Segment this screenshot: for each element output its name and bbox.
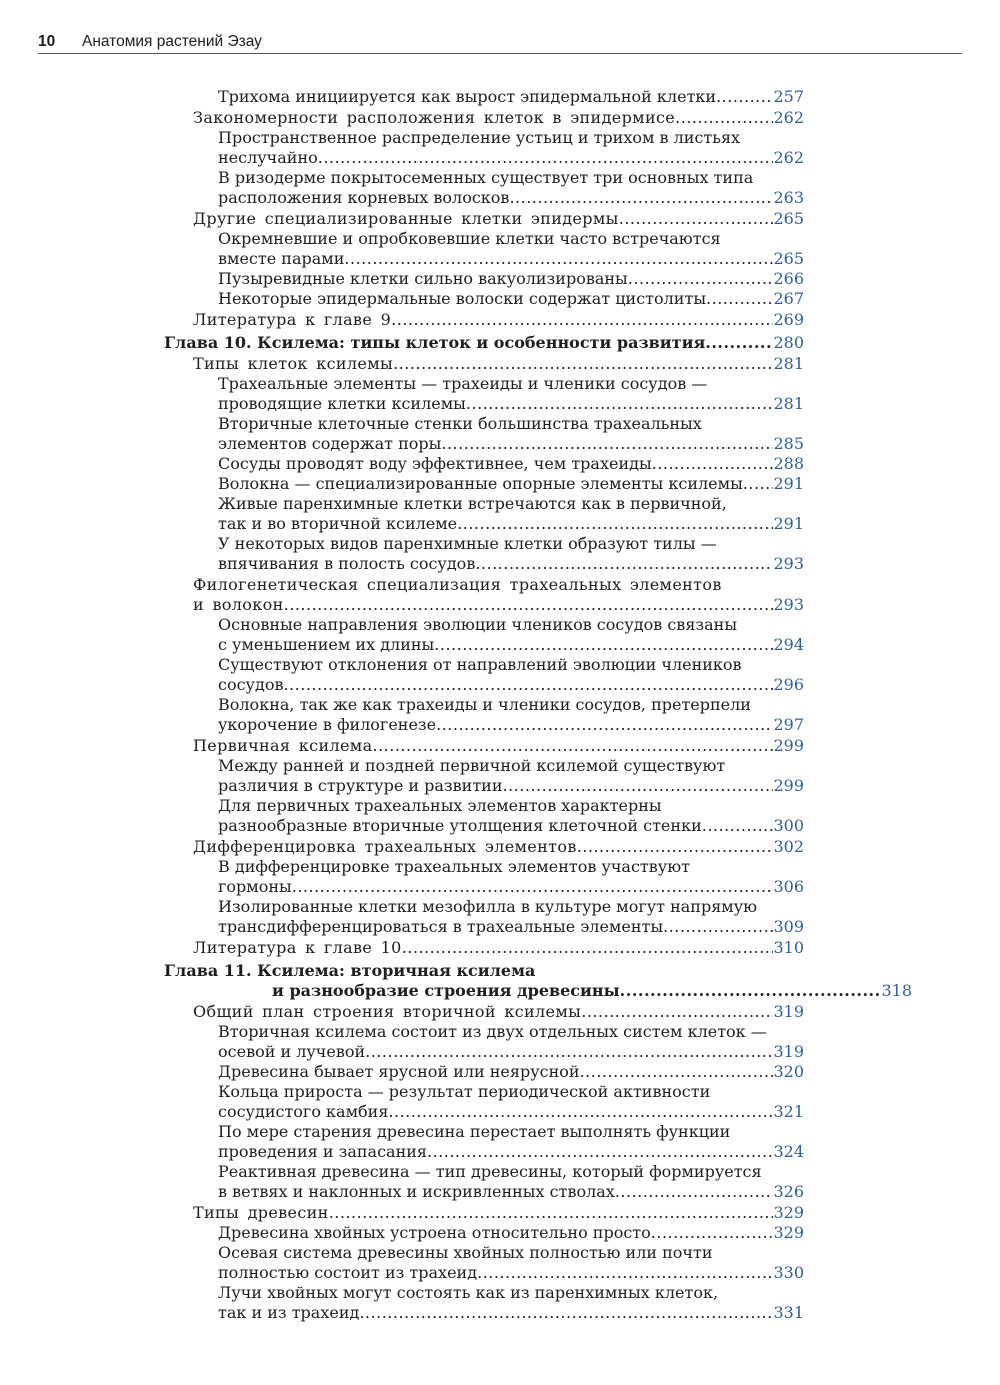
toc-page-link[interactable]: 262 bbox=[773, 108, 804, 127]
toc-entry-text: впячивания в полость сосудов bbox=[218, 554, 476, 573]
toc-entry-text: расположения корневых волосков bbox=[218, 188, 510, 207]
toc-subsection[interactable] bbox=[0, 1223, 1000, 1243]
toc-entry-text: Типы клеток ксилемы bbox=[193, 354, 394, 373]
dot-leader bbox=[365, 1042, 773, 1062]
toc-page-link[interactable]: 291 bbox=[773, 474, 804, 493]
dot-leader bbox=[628, 269, 774, 289]
toc-entry-text: Закономерности расположения клеток в эпидермисе bbox=[193, 108, 676, 127]
table-of-contents bbox=[0, 87, 1000, 1323]
toc-page-link[interactable]: 324 bbox=[773, 1142, 804, 1161]
toc-entry-text: По мере старения древесина перестает выполнять функции bbox=[218, 1122, 731, 1141]
toc-section[interactable] bbox=[0, 938, 1000, 958]
dot-leader bbox=[743, 474, 774, 494]
toc-entry-text: Вторичные клеточные стенки большинства трахеальных bbox=[218, 414, 702, 433]
toc-entry-text: неслучайно bbox=[218, 148, 318, 167]
toc-page-link[interactable]: 294 bbox=[773, 635, 804, 654]
toc-entry-text: В дифференцировке трахеальных элементов участвуют bbox=[218, 857, 690, 876]
toc-subsection[interactable] bbox=[0, 87, 1000, 107]
toc-entry-text: Осевая система древесины хвойных полностью или почти bbox=[218, 1243, 713, 1262]
toc-subsection[interactable] bbox=[0, 1122, 1000, 1162]
dot-leader bbox=[580, 1062, 774, 1082]
toc-page-link[interactable]: 267 bbox=[773, 289, 804, 308]
dot-leader bbox=[373, 736, 774, 756]
dot-leader bbox=[652, 454, 774, 474]
toc-entry-text: Литература к главе 10 bbox=[193, 938, 402, 957]
dot-leader bbox=[402, 938, 774, 958]
dot-leader bbox=[620, 981, 882, 1001]
toc-entry-text: с уменьшением их длины bbox=[218, 635, 435, 654]
toc-page-link[interactable]: 285 bbox=[773, 434, 804, 453]
dot-leader bbox=[434, 635, 773, 655]
toc-entry-text: Пространственное распределение устьиц и трихом в листьях bbox=[218, 128, 741, 147]
toc-entry-text: Трихома инициируется как вырост эпидермальной клетки bbox=[218, 87, 717, 106]
toc-page-link[interactable]: 280 bbox=[773, 333, 804, 352]
dot-leader bbox=[318, 148, 774, 168]
dot-leader bbox=[702, 816, 774, 836]
toc-page-link[interactable]: 302 bbox=[773, 837, 804, 856]
toc-subsection[interactable] bbox=[0, 695, 1000, 735]
dot-leader bbox=[344, 249, 773, 269]
toc-page-link[interactable]: 296 bbox=[773, 675, 804, 694]
toc-subsection[interactable] bbox=[0, 1162, 1000, 1202]
dot-leader bbox=[503, 776, 774, 796]
toc-entry-text: так и из трахеид bbox=[218, 1303, 360, 1322]
dot-leader bbox=[441, 434, 773, 454]
toc-page-link[interactable]: 318 bbox=[881, 981, 912, 1000]
toc-subsection[interactable] bbox=[0, 615, 1000, 655]
toc-section[interactable] bbox=[0, 1002, 1000, 1022]
toc-entry-text: Глава 10. Ксилема: типы клеток и особенности развития bbox=[164, 333, 706, 352]
toc-entry-text: Общий план строения вторичной ксилемы bbox=[193, 1002, 582, 1021]
dot-leader bbox=[663, 917, 773, 937]
toc-entry-text: Изолированные клетки мезофилла в культуре могут напрямую bbox=[218, 897, 758, 916]
toc-page-link[interactable]: 321 bbox=[773, 1102, 804, 1121]
toc-page-link[interactable]: 281 bbox=[773, 394, 804, 413]
toc-page-link[interactable]: 330 bbox=[773, 1263, 804, 1282]
dot-leader bbox=[475, 554, 773, 574]
toc-page-link[interactable]: 266 bbox=[773, 269, 804, 288]
toc-page-link[interactable]: 263 bbox=[773, 188, 804, 207]
toc-section[interactable] bbox=[0, 575, 1000, 615]
toc-entry-text: полностью состоит из трахеид bbox=[218, 1263, 478, 1282]
toc-entry-text: и волокон bbox=[193, 595, 284, 614]
dot-leader bbox=[284, 595, 774, 615]
toc-page-link[interactable]: 257 bbox=[773, 87, 804, 106]
toc-page-link[interactable]: 265 bbox=[773, 209, 804, 228]
toc-entry-text: различия в структуре и развитии bbox=[218, 776, 503, 795]
dot-leader bbox=[615, 1182, 774, 1202]
toc-subsection[interactable] bbox=[0, 655, 1000, 695]
toc-subsection[interactable] bbox=[0, 374, 1000, 414]
toc-section[interactable] bbox=[0, 736, 1000, 756]
toc-entry-text: Для первичных трахеальных элементов характерны bbox=[218, 796, 662, 815]
toc-subsection[interactable] bbox=[0, 1243, 1000, 1283]
page-number: 10 bbox=[38, 33, 56, 50]
toc-entry-text: Между ранней и поздней первичной ксилемой существуют bbox=[218, 756, 726, 775]
toc-entry-text: сосудистого камбия bbox=[218, 1102, 389, 1121]
toc-entry-text: Сосуды проводят воду эффективнее, чем трахеиды bbox=[218, 454, 652, 473]
toc-entry-text: Живые паренхимные клетки встречаются как в первичной, bbox=[218, 494, 727, 513]
toc-entry-text: У некоторых видов паренхимные клетки образуют тилы — bbox=[218, 534, 717, 553]
dot-leader bbox=[581, 1002, 773, 1022]
toc-entry-text: Основные направления эволюции члеников сосудов связаны bbox=[218, 615, 738, 634]
toc-entry-text: Пузыревидные клетки сильно вакуолизированы bbox=[218, 269, 628, 288]
toc-entry-text: вместе парами bbox=[218, 249, 345, 268]
toc-subsection[interactable] bbox=[0, 494, 1000, 534]
toc-page-link[interactable]: 309 bbox=[773, 917, 804, 936]
dot-leader bbox=[391, 310, 773, 330]
toc-subsection[interactable] bbox=[0, 897, 1000, 937]
toc-entry-text: сосудов bbox=[218, 675, 284, 694]
dot-leader bbox=[292, 877, 774, 897]
dot-leader bbox=[283, 675, 773, 695]
toc-entry-text: Реактивная древесина — тип древесины, который формируется bbox=[218, 1162, 762, 1181]
toc-entry-text: проведения и запасания bbox=[218, 1142, 427, 1161]
toc-section[interactable] bbox=[0, 108, 1000, 128]
dot-leader bbox=[705, 333, 773, 353]
toc-subsection[interactable] bbox=[0, 857, 1000, 897]
toc-entry-text: Древесина хвойных устроена относительно просто bbox=[218, 1223, 651, 1242]
toc-subsection[interactable] bbox=[0, 1062, 1000, 1082]
toc-entry-text: укорочение в филогенезе bbox=[218, 715, 437, 734]
toc-chapter[interactable] bbox=[0, 961, 1000, 1001]
toc-section[interactable] bbox=[0, 354, 1000, 374]
toc-entry-text: и разнообразие строения древесины bbox=[272, 981, 620, 1000]
toc-section[interactable] bbox=[0, 310, 1000, 330]
toc-page-link[interactable]: 331 bbox=[773, 1303, 804, 1322]
toc-entry-text: Глава 11. Ксилема: вторичная ксилема bbox=[164, 961, 536, 980]
toc-entry-text: Другие специализированные клетки эпидермы bbox=[193, 209, 619, 228]
toc-page-link[interactable]: 288 bbox=[773, 454, 804, 473]
dot-leader bbox=[436, 715, 773, 735]
toc-entry-text: Древесина бывает ярусной или неярусной bbox=[218, 1062, 580, 1081]
toc-entry-text: Первичная ксилема bbox=[193, 736, 373, 755]
toc-entry-text: гормоны bbox=[218, 877, 292, 896]
toc-entry-text: Типы древесин bbox=[193, 1203, 329, 1222]
toc-section[interactable] bbox=[0, 209, 1000, 229]
toc-subsection[interactable] bbox=[0, 1082, 1000, 1122]
toc-entry-text: Вторичная ксилема состоит из двух отдельных систем клеток — bbox=[218, 1022, 767, 1041]
toc-page-link[interactable]: 319 bbox=[773, 1042, 804, 1061]
toc-page-link[interactable]: 320 bbox=[773, 1062, 804, 1081]
toc-subsection[interactable] bbox=[0, 269, 1000, 289]
toc-page-link[interactable]: 291 bbox=[773, 514, 804, 533]
toc-page-link[interactable]: 293 bbox=[773, 554, 804, 573]
dot-leader bbox=[427, 1142, 773, 1162]
toc-page-link[interactable]: 329 bbox=[773, 1223, 804, 1242]
toc-subsection[interactable] bbox=[0, 454, 1000, 474]
book-title: Анатомия растений Эзау bbox=[82, 33, 262, 50]
toc-page-link[interactable]: 319 bbox=[773, 1002, 804, 1021]
toc-page-link[interactable]: 326 bbox=[773, 1182, 804, 1201]
toc-page-link[interactable]: 329 bbox=[773, 1203, 804, 1222]
toc-entry-text: Лучи хвойных могут состоять как из паренхимных клеток, bbox=[218, 1283, 719, 1302]
toc-subsection[interactable] bbox=[0, 474, 1000, 494]
toc-entry-text: Некоторые эпидермальные волоски содержат цистолиты bbox=[218, 289, 707, 308]
toc-subsection[interactable] bbox=[0, 289, 1000, 309]
dot-leader bbox=[716, 87, 773, 107]
toc-entry-text: Окремневшие и опробковевшие клетки часто встречаются bbox=[218, 229, 721, 248]
dot-leader bbox=[477, 1263, 773, 1283]
toc-page-link[interactable]: 299 bbox=[773, 736, 804, 755]
toc-entry-text: В ризодерме покрытосеменных существует три основных типа bbox=[218, 168, 754, 187]
dot-leader bbox=[675, 108, 773, 128]
toc-entry-text: Дифференцировка трахеальных элементов bbox=[193, 837, 577, 856]
toc-page-link[interactable]: 310 bbox=[773, 938, 804, 957]
dot-leader bbox=[457, 514, 773, 534]
toc-subsection[interactable] bbox=[0, 128, 1000, 168]
toc-subsection[interactable] bbox=[0, 796, 1000, 836]
dot-leader bbox=[329, 1203, 774, 1223]
toc-subsection[interactable] bbox=[0, 168, 1000, 208]
toc-entry-text: разнообразные вторичные утолщения клеточной стенки bbox=[218, 816, 702, 835]
toc-chapter[interactable] bbox=[0, 333, 1000, 353]
toc-entry-text: Волокна — специализированные опорные элементы ксилемы bbox=[218, 474, 743, 493]
toc-section[interactable] bbox=[0, 1203, 1000, 1223]
toc-entry-text: Волокна, так же как трахеиды и членики сосудов, претерпели bbox=[218, 695, 751, 714]
dot-leader bbox=[706, 289, 773, 309]
toc-entry-text: Кольца прироста — результат периодической активности bbox=[218, 1082, 711, 1101]
toc-subsection[interactable] bbox=[0, 756, 1000, 796]
toc-subsection[interactable] bbox=[0, 414, 1000, 454]
toc-page-link[interactable]: 300 bbox=[773, 816, 804, 835]
toc-subsection[interactable] bbox=[0, 534, 1000, 574]
toc-page-link[interactable]: 265 bbox=[773, 249, 804, 268]
toc-page-link[interactable]: 297 bbox=[773, 715, 804, 734]
toc-page-link[interactable]: 281 bbox=[773, 354, 804, 373]
toc-entry-text: Литература к главе 9 bbox=[193, 310, 392, 329]
toc-page-link[interactable]: 293 bbox=[773, 595, 804, 614]
dot-leader bbox=[359, 1303, 773, 1323]
toc-page-link[interactable]: 299 bbox=[773, 776, 804, 795]
toc-section[interactable] bbox=[0, 837, 1000, 857]
toc-entry-text: трансдифференцироваться в трахеальные элементы bbox=[218, 917, 664, 936]
dot-leader bbox=[577, 837, 774, 857]
dot-leader bbox=[393, 354, 773, 374]
toc-entry-text: так и во вторичной ксилеме bbox=[218, 514, 458, 533]
toc-subsection[interactable] bbox=[0, 229, 1000, 269]
toc-entry-text: в ветвях и наклонных и искривленных стволах bbox=[218, 1182, 615, 1201]
toc-entry-text: проводящие клетки ксилемы bbox=[218, 394, 466, 413]
toc-subsection[interactable] bbox=[0, 1283, 1000, 1323]
toc-page-link[interactable]: 262 bbox=[773, 148, 804, 167]
toc-entry-text: Филогенетическая специализация трахеальных элементов bbox=[193, 575, 722, 594]
dot-leader bbox=[388, 1102, 773, 1122]
dot-leader bbox=[466, 394, 774, 414]
toc-entry-text: осевой и лучевой bbox=[218, 1042, 366, 1061]
dot-leader bbox=[651, 1223, 774, 1243]
running-header bbox=[38, 33, 962, 54]
dot-leader bbox=[509, 188, 773, 208]
toc-page-link[interactable]: 306 bbox=[773, 877, 804, 896]
toc-entry-text: Существуют отклонения от направлений эволюции члеников bbox=[218, 655, 742, 674]
dot-leader bbox=[619, 209, 774, 229]
toc-subsection[interactable] bbox=[0, 1022, 1000, 1062]
toc-page-link[interactable]: 269 bbox=[773, 310, 804, 329]
toc-entry-text: элементов содержат поры bbox=[218, 434, 442, 453]
toc-entry-text: Трахеальные элементы — трахеиды и членики сосудов — bbox=[218, 374, 708, 393]
